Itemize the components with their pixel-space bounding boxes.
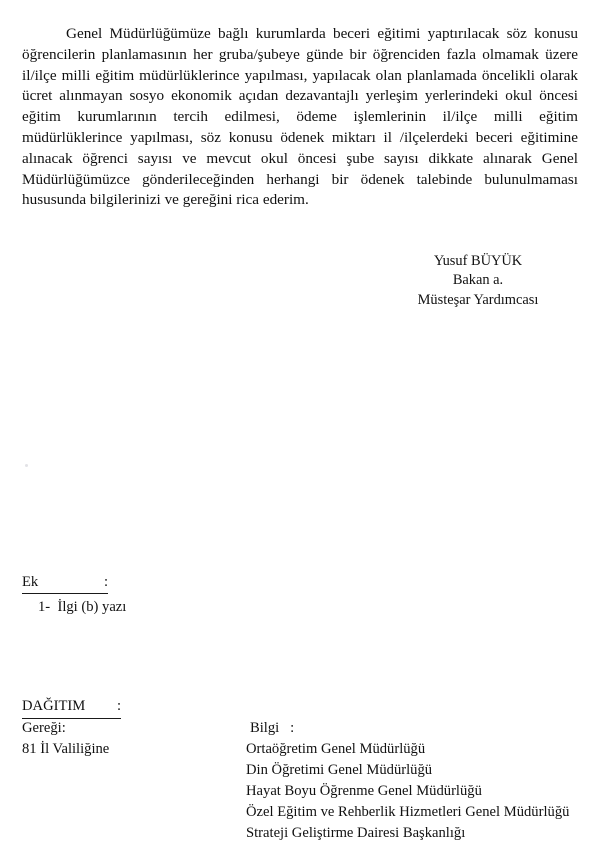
info-column-item: Din Öğretimi Genel Müdürlüğü xyxy=(246,762,433,778)
distribution-info-column xyxy=(246,718,596,841)
distribution-heading-label: DAĞITIM xyxy=(22,698,86,714)
info-column-item: Hayat Boyu Öğrenme Genel Müdürlüğü xyxy=(246,783,482,799)
signatory-on-behalf: Bakan a. xyxy=(452,272,504,289)
body-paragraph-last-line: gereğini rica ederim. xyxy=(182,191,309,209)
info-column-heading: Bilgi : xyxy=(250,720,295,736)
attachments-heading-colon: : xyxy=(103,574,108,590)
required-column-heading: Gereği: xyxy=(22,720,66,736)
info-column-item: Özel Eğitim ve Rehberlik Hizmetleri Genel Müdürlüğü xyxy=(246,804,570,820)
attachment-item: 1- İlgi (b) yazı xyxy=(38,599,127,615)
distribution-section xyxy=(22,696,121,719)
body-paragraph xyxy=(22,24,578,211)
signatory-name: Yusuf BÜYÜK xyxy=(433,253,523,269)
attachments-heading-label: Ek xyxy=(22,574,39,590)
scan-speck-artifact xyxy=(25,464,28,467)
distribution-required-column xyxy=(22,718,232,760)
attachments-heading xyxy=(22,572,108,594)
signatory-title: Müsteşar Yardımcası xyxy=(417,291,539,308)
info-column-item: Strateji Geliştirme Dairesi Başkanlığı xyxy=(246,825,466,841)
distribution-heading-colon: : xyxy=(116,698,121,714)
distribution-heading xyxy=(22,696,121,719)
signature-block xyxy=(378,252,578,310)
body-paragraph-text: Genel Müdürlüğümüze bağlı kurumlarda beceri eğitimi yaptırılacak söz konusu öğrencilerin planlamasının her gruba/şubeye günde bir öğrenciden fazla olmamak üzere il/ilçe milli eğitim müdürlüklerince yapılması, yapılacak olan planlamada öncelikli olarak ücret alınmayan sosyo ekonomik açıdan dezavantajlı yerleşim yerlerindeki okul öncesi eğitim kurumlarının tercih edilmesi, ödeme işlemlerinin il/ilçe milli eğitim müdürlüklerince yapılması, söz konusu ödenek miktarı il /ilçelerdeki beceri eğitimine alınacak öğrenci sayısı ve mevcut okul öncesi şube sayısı dikkate alınarak Genel Müdürlüğümüzce gönderileceğinden herhangi bir ödenek talebinde bulunulmaması hususunda bilgilerinizi ve xyxy=(22,25,578,209)
attachments-section xyxy=(22,572,126,617)
required-column-item: 81 İl Valiliğine xyxy=(22,741,110,757)
info-column-item: Ortaöğretim Genel Müdürlüğü xyxy=(246,741,426,757)
document-body xyxy=(22,24,578,211)
